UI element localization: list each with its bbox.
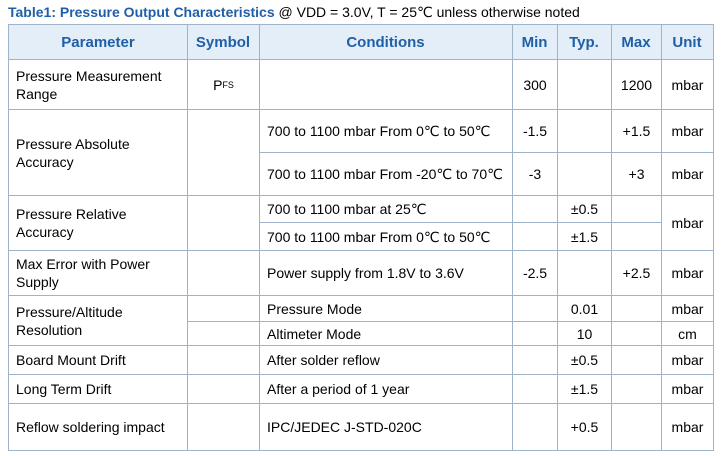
absolute-condition-1: 700 to 1100 mbar From 0℃ to 50℃ — [267, 123, 491, 139]
table-conditions-note: @ VDD = 3.0V, T = 25℃ unless otherwise noted — [274, 4, 580, 20]
header-conditions: Conditions — [259, 25, 512, 59]
max-error-max: +2.5 — [622, 265, 651, 281]
board-drift-typ: ±0.5 — [570, 352, 599, 368]
header-typ: Typ. — [557, 25, 611, 59]
max-error-unit: mbar — [671, 265, 704, 281]
header-unit: Unit — [661, 25, 713, 59]
resolution-condition-1: Pressure Mode — [267, 300, 362, 317]
absolute-unit-2: mbar — [671, 166, 704, 182]
header-max: Max — [611, 25, 661, 59]
symbol-pfs — [188, 60, 259, 109]
param-measurement-range: Pressure Measurement Range — [16, 67, 162, 102]
relative-unit: mbar — [671, 215, 704, 231]
board-drift-condition: After solder reflow — [267, 352, 380, 368]
param-board-mount-drift: Board Mount Drift — [16, 352, 126, 368]
absolute-unit-1: mbar — [671, 123, 704, 139]
param-relative-accuracy: Pressure Relative Accuracy — [16, 206, 127, 240]
symbol-main: P — [213, 76, 223, 93]
relative-typ-1: ±0.5 — [570, 201, 599, 217]
resolution-typ-2: 10 — [576, 325, 593, 342]
resolution-typ-1: 0.01 — [570, 300, 599, 317]
range-min: 300 — [523, 76, 547, 93]
param-max-error-power-supply: Max Error with Power Supply — [16, 256, 150, 290]
header-min: Min — [512, 25, 557, 59]
table-caption — [8, 4, 580, 21]
long-term-unit: mbar — [671, 381, 704, 397]
relative-condition-2: 700 to 1100 mbar From 0℃ to 50℃ — [267, 228, 491, 245]
relative-typ-2: ±1.5 — [570, 228, 599, 245]
param-long-term-drift: Long Term Drift — [16, 381, 112, 397]
max-error-condition: Power supply from 1.8V to 3.6V — [267, 265, 464, 281]
param-resolution: Pressure/Altitude Resolution — [16, 303, 123, 338]
absolute-min-1: -1.5 — [522, 123, 548, 139]
table-title: Table1: Pressure Output Characteristics — [8, 4, 275, 20]
range-unit: mbar — [671, 76, 704, 93]
header-parameter: Parameter — [9, 25, 187, 59]
max-error-min: -2.5 — [522, 265, 548, 281]
reflow-condition: IPC/JEDEC J-STD-020C — [267, 419, 422, 435]
param-reflow-soldering-impact: Reflow soldering impact — [16, 419, 165, 435]
absolute-max-2: +3 — [628, 166, 645, 182]
reflow-unit: mbar — [671, 419, 704, 435]
resolution-unit-1: mbar — [671, 300, 704, 317]
pressure-characteristics-table — [8, 24, 714, 451]
param-absolute-accuracy: Pressure Absolute Accuracy — [16, 135, 130, 170]
relative-condition-1: 700 to 1100 mbar at 25℃ — [267, 201, 427, 217]
range-max: 1200 — [620, 76, 653, 93]
long-term-condition: After a period of 1 year — [267, 381, 410, 397]
resolution-unit-2: cm — [678, 325, 697, 342]
absolute-condition-2: 700 to 1100 mbar From -20℃ to 70℃ — [267, 166, 503, 182]
reflow-typ: +0.5 — [570, 419, 599, 435]
absolute-min-2: -3 — [528, 166, 542, 182]
resolution-condition-2: Altimeter Mode — [267, 325, 362, 342]
long-term-typ: ±1.5 — [570, 381, 599, 397]
symbol-subscript: FS — [222, 79, 234, 90]
absolute-max-1: +1.5 — [622, 123, 651, 139]
header-symbol: Symbol — [187, 25, 259, 59]
board-drift-unit: mbar — [671, 352, 704, 368]
